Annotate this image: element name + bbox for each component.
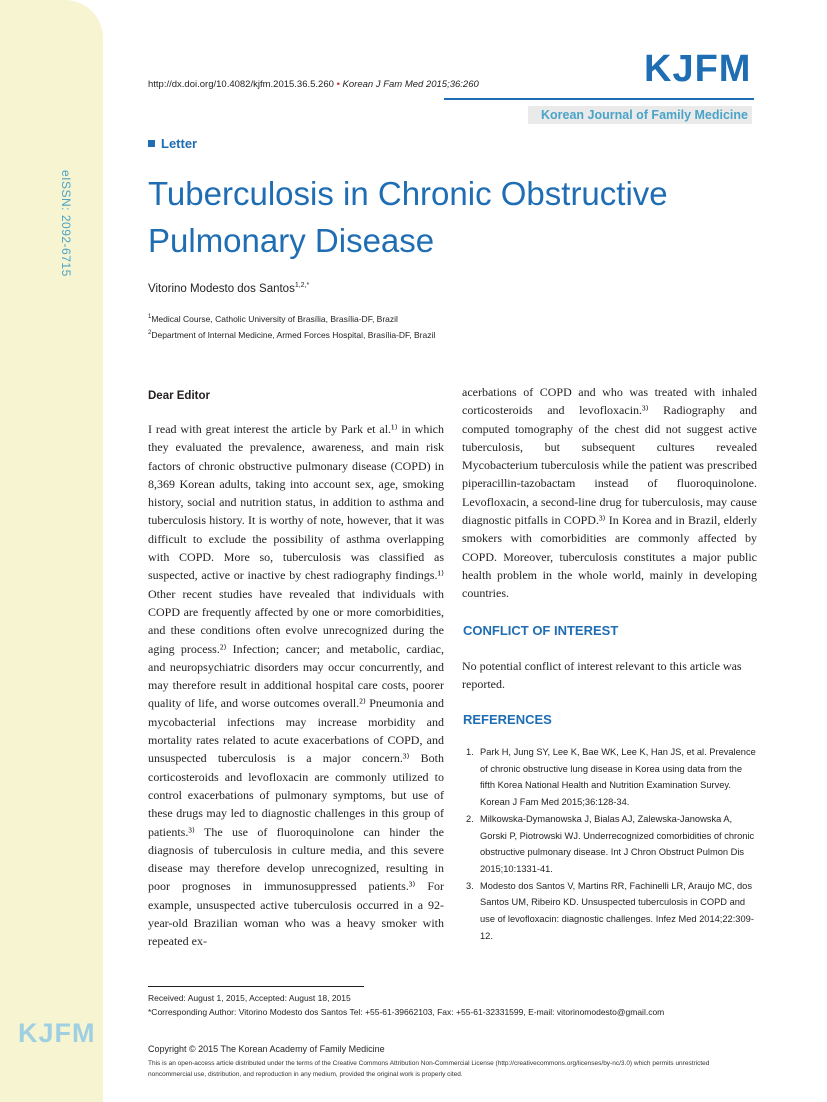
affil-text: Medical Course, Catholic University of Brasília, Brasília-DF, Brazil bbox=[151, 313, 398, 324]
coi-heading: CONFLICT OF INTEREST bbox=[463, 623, 619, 638]
author-sup: 1,2,* bbox=[294, 282, 310, 289]
article-title: Tuberculosis in Chronic Obstructive Pulmonary Disease bbox=[148, 175, 668, 259]
author bbox=[148, 282, 309, 295]
copyright: Copyright © 2015 The Korean Academy of Family Medicine bbox=[148, 1044, 385, 1054]
references-heading: REFERENCES bbox=[463, 712, 552, 727]
coi-text: No potential conflict of interest relevant to this article was reported. bbox=[462, 659, 742, 692]
affil-sup: 1 bbox=[148, 314, 152, 320]
reference-item bbox=[462, 878, 758, 945]
salutation: Dear Editor bbox=[148, 390, 210, 402]
affiliations bbox=[148, 310, 435, 342]
header-rule bbox=[444, 98, 754, 100]
journal-logo: KJFM bbox=[644, 48, 752, 90]
body-paragraph: I read with great interest the article by Park et al.¹⁾ in which they evaluated the prevalence, awareness, and main risk factors of chronic obstructive pulmonary disease (COPD) in 8,369 Korean adults, taking into account sex, age, smoking history, social and nutrition status, in addition to asthma and tuberculosis history. It is worthy of note, however, that it was difficult to exclude the possibility of asthma overlapping with COPD. More so, tuberculosis was classified as suspected, active or inactive by chest radiography findings.¹⁾ Other recent studies have revealed that individuals with COPD are frequently affected by one or more comorbidities, and these conditions often evolve unrecognized during the aging process.²⁾ Infection; cancer; and metabolic, cardiac, and neuropsychiatric disorders may occur concurrently, and may therefore result in additional hospital care costs, poorer quality of life, and worse outcomes overall.²⁾ Pneumonia and mycobacterial infections may increase morbidity and mortality rates related to acute exacerbations of COPD, and unsuspected tuberculosis is a major concern.³⁾ Both corticosteroids and levofloxacin are commonly utilized to control exacerbations of pulmonary symptoms, but use of these drugs may led to diagnostic challenges in this group of patients.³⁾ The use of fluoroquinolone can hinder the diagnosis of tuberculosis in culture media, and this severe disease may therefore develop unrecognized, resulting in poor prognoses in immunosuppressed patients.³⁾ For example, unsuspected active tuberculosis occurred in a 92-year-old Brazilian woman who was a heavy smoker with repeated ex- bbox=[148, 422, 444, 949]
section-text: Letter bbox=[161, 136, 198, 151]
reference-number: 1. bbox=[466, 747, 474, 757]
section-square-icon bbox=[148, 140, 155, 147]
affiliation-1 bbox=[148, 310, 435, 326]
reference-text: Modesto dos Santos V, Martins RR, Fachinelli LR, Araujo MC, dos Santos UM, Ribeiro KD. Unsuspected tuberculosis in COPD and use of levofloxacin: diagnostic challenges. Infez Med 2014;22:309-12. bbox=[480, 880, 754, 941]
doi-line bbox=[148, 79, 479, 90]
affil-text: Department of Internal Medicine, Armed Forces Hospital, Brasília-DF, Brazil bbox=[151, 329, 436, 340]
eissn-label: eISSN: 2092-6715 bbox=[59, 170, 73, 277]
received-dates: Received: August 1, 2015, Accepted: August 18, 2015 bbox=[148, 993, 351, 1003]
doi-link[interactable]: http://dx.doi.org/10.4082/kjfm.2015.36.5.260 bbox=[148, 79, 334, 90]
reference-item bbox=[462, 744, 758, 811]
body-column-2 bbox=[462, 383, 757, 603]
reference-number: 3. bbox=[466, 880, 474, 891]
footnote bbox=[148, 991, 664, 1019]
affil-sup: 2 bbox=[148, 329, 152, 336]
author-name: Vitorino Modesto dos Santos bbox=[148, 282, 295, 295]
reference-list bbox=[462, 744, 758, 944]
reference-text: Park H, Jung SY, Lee K, Bae WK, Lee K, Han JS, et al. Prevalence of chronic obstructive lung disease in Korea using data from the fifth Korea National Health and Nutrition Examination Survey. Korean J Fam Med 2015;36:128-34. bbox=[480, 747, 756, 808]
doi-separator: • bbox=[336, 79, 340, 90]
license-text: This is an open-access article distributed under the terms of the Creative Commons Attribution Non-Commercial License (http://creativecommons.org/licenses/by-nc/3.0) which permits unrestricted noncommercial use, distribution, and reproduction in any medium, provided the original work is properly cited. bbox=[148, 1060, 710, 1078]
journal-name: Korean Journal of Family Medicine bbox=[528, 106, 752, 124]
affiliation-2 bbox=[148, 326, 435, 342]
body-column-1 bbox=[148, 420, 444, 951]
section-label bbox=[148, 136, 197, 151]
citation: Korean J Fam Med 2015;36:260 bbox=[342, 79, 479, 90]
corresponding-author: *Corresponding Author: Vitorino Modesto dos Santos Tel: +55-61-39662103, Fax: +55-61-32331599, E-mail: vitorinomodesto@gmail.com bbox=[148, 1007, 665, 1017]
sidebar-band bbox=[0, 0, 103, 1102]
sidebar-logo: KJFM bbox=[18, 1018, 96, 1048]
footnote-rule bbox=[148, 986, 364, 987]
reference-text: Milkowska-Dymanowska J, Bialas AJ, Zalewska-Janowska A, Gorski P, Piotrowski WJ. Underrecognized comorbidities of chronic obstructive pulmonary disease. Int J Chron Obstruct Pulmon Dis 2015;10:1331-41. bbox=[480, 813, 755, 874]
reference-number: 2. bbox=[466, 813, 474, 824]
reference-item bbox=[462, 811, 758, 878]
body-paragraph: acerbations of COPD and who was treated with inhaled corticosteroids and levofloxacin.³⁾ Radiography and computed tomography of the chest did not suggest active tuberculosis, but subsequent cultures revealed Mycobacterium tuberculosis while the patient was prescribed piperacillin-tazobactam instead of fluoroquinolone. Levofloxacin, a second-line drug for tuberculosis, may cause diagnostic pitfalls in COPD.³⁾ In Korea and in Brazil, elderly smokers with comorbidities are commonly affected by COPD. Moreover, tuberculosis constitutes a major public health problem in the whole world, mainly in developing countries. bbox=[462, 385, 757, 601]
